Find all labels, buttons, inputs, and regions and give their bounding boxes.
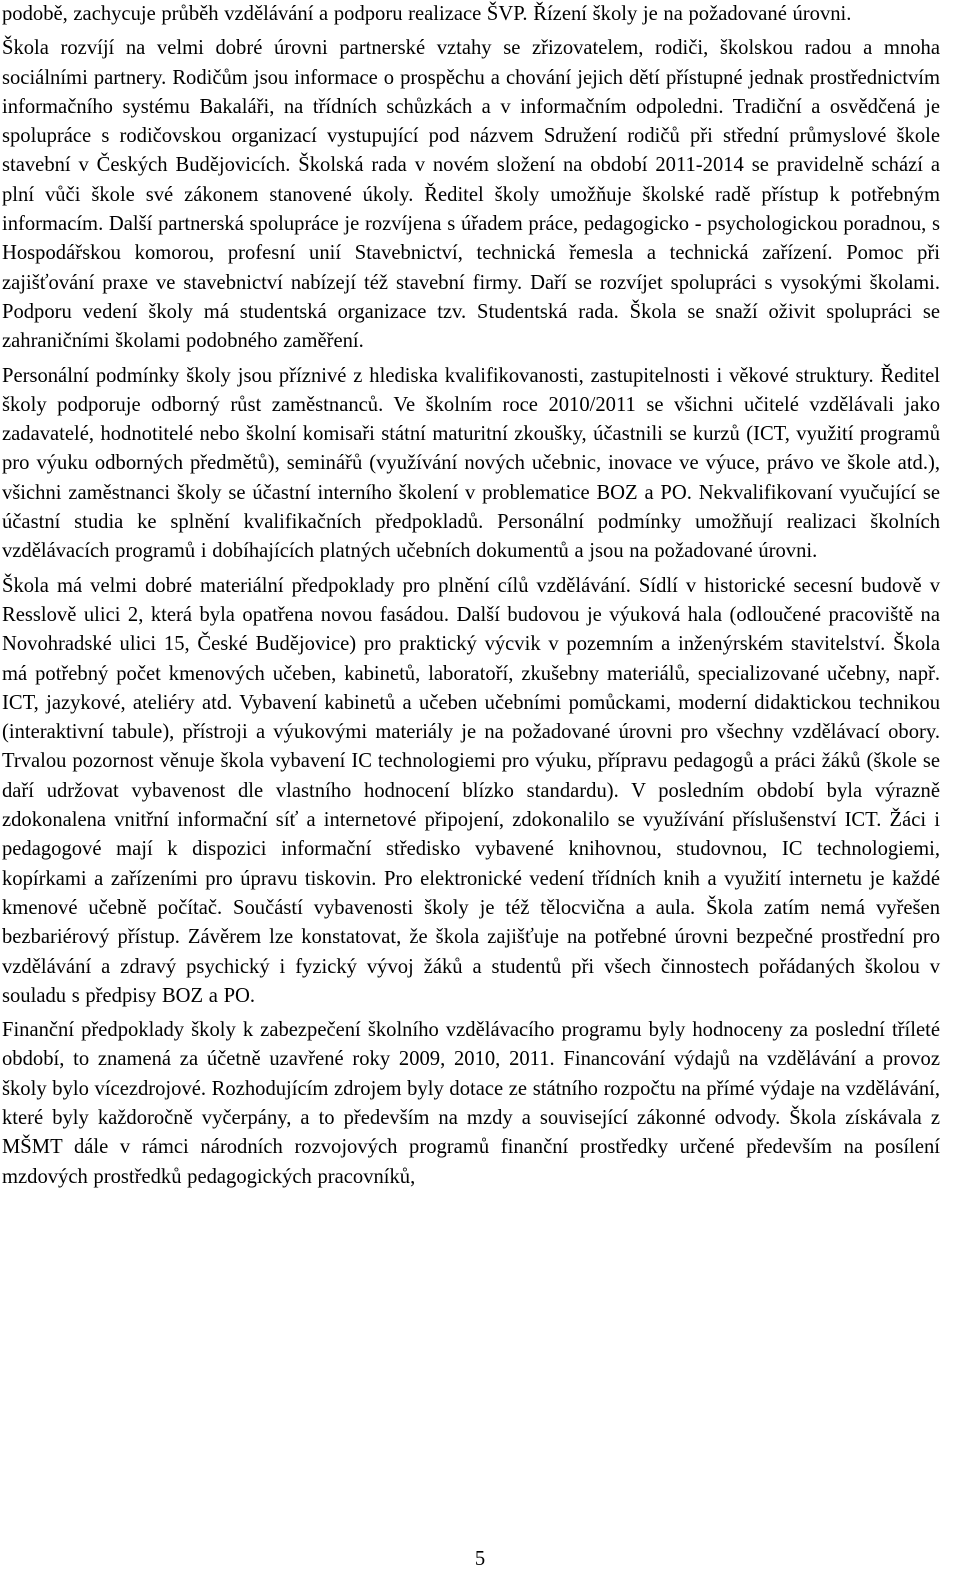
paragraph-personnel-conditions: Personální podmínky školy jsou příznivé z hlediska kvalifikovanosti, zastupitelnosti i věkové struktury. Ředitel školy podporuje odborný růst zaměstnanců. Ve školním roce 2010/2011 se všichni učitelé vzdělávali jako zadavatelé, hodnotitelé nebo školní komisaři státní maturitní zkoušky, účastnili se kurzů (ICT, využití programů pro výuku odborných předmětů), seminářů (využívání nových učebnic, inovace ve výuce, právo ve škole atd.), všichni zaměstnanci školy se účastní interního školení v problematice BOZ a PO. Nekvalifikovaní vyučující se účastní studia ke splnění kvalifikačních předpokladů. Personální podmínky umožňují realizaci školních vzdělávacích programů i dobíhajících platných učebních dokumentů a jsou na požadované úrovni.	[2, 364, 940, 563]
page-number: 5	[474, 1548, 486, 1570]
paragraph-school-management: podobě, zachycuje průběh vzdělávání a podporu realizace ŠVP. Řízení školy je na požadované úrovni.	[2, 3, 852, 25]
paragraph-financial-conditions: Finanční předpoklady školy k zabezpečení školního vzdělávacího programu byly hodnoceny za poslední tříleté období, to znamená za účetně uzavřené roky 2009, 2010, 2011. Financování výdajů na vzdělávání a provoz školy bylo vícezdrojové. Rozhodujícím zdrojem byly dotace ze státního rozpočtu na přímé výdaje na vzdělávání, které byly každoročně vyčerpány, a to především na mzdy a související zákonné odvody. Škola získávala z MŠMT dále v rámci národních rozvojových programů finanční prostředky určené především na posílení mzdových prostředků pedagogických pracovníků,	[2, 1019, 941, 1188]
document-page	[2, 0, 940, 1197]
paragraph-partnerships: Škola rozvíjí na velmi dobré úrovni partnerské vztahy se zřizovatelem, rodiči, školskou radou a mnoha sociálními partnery. Rodičům jsou informace o prospěchu a chování jejich dětí přístupné jednak prostřednictvím informačního systému Bakaláři, na třídních schůzkách a v informačním odpoledni. Tradiční a osvědčená je spolupráce s rodičovskou organizací vystupující pod názvem Sdružení rodičů při střední průmyslové škole stavební v Českých Budějovicích. Školská rada v novém složení na období 2011-2014 se pravidelně schází a plní vůči škole své zákonem stanovené úkoly. Ředitel školy umožňuje školské radě přístup k potřebným informacím. Další partnerská spolupráce je rozvíjena s úřadem práce, pedagogicko - psychologickou poradnou, s Hospodářskou komorou, profesní unií Stavebnictví, technická řemesla a technická zařízení. Pomoc při zajišťování praxe ve stavebnictví nabízejí též stavební firmy. Daří se rozvíjet spolupráci s vysokými školami. Podporu vedení školy má studentská organizace tzv. Studentská rada. Škola se snaží oživit spolupráci se zahraničními školami podobného zaměření.	[2, 37, 940, 353]
paragraph-material-conditions: Škola má velmi dobré materiální předpoklady pro plnění cílů vzdělávání. Sídlí v historické secesní budově v Resslově ulici 2, která byla opatřena novou fasádou. Další budovou je výuková hala (odloučené pracoviště na Novohradské ulici 15, České Budějovice) pro praktický výcvik v pozemním a inženýrském stavitelství. Škola má potřebný počet kmenových učeben, kabinetů, laboratoří, zkušebny materiálů, specializované učebny, např. ICT, jazykové, ateliéry atd. Vybavení kabinetů a učeben učebními pomůckami, moderní didaktickou technikou (interaktivní tabule), přístroji a výukovými materiály je na požadované úrovni pro všechny vzdělávací obory. Trvalou pozornost věnuje škola vybavení IC technologiemi pro výuku, přípravu pedagogů a práci žáků (škole se daří udržovat vybavenost dle vlastního hodnocení blízko standardu). V posledním období byla výrazně zdokonalena vnitřní informační síť a internetové připojení, zdokonalilo se využívání příslušenství ICT. Žáci i pedagogové mají k dispozici informační středisko vybavené knihovnou, studovnou, IC technologiemi, kopírkami a zařízeními pro úpravu tiskovin. Pro elektronické vedení třídních knih a využití internetu je každé kmenové učebně počítač. Součástí vybavenosti školy je též tělocvična a aula. Škola zatím nemá vyřešen bezbariérový přístup. Závěrem lze konstatovat, že škola zajišťuje na potřebné úrovni bezpečné prostřední pro vzdělávání a zdravý psychický i fyzický vývoj žáků a studentů při všech činnostech pořádaných školou v souladu s předpisy BOZ a PO.	[2, 574, 940, 1007]
